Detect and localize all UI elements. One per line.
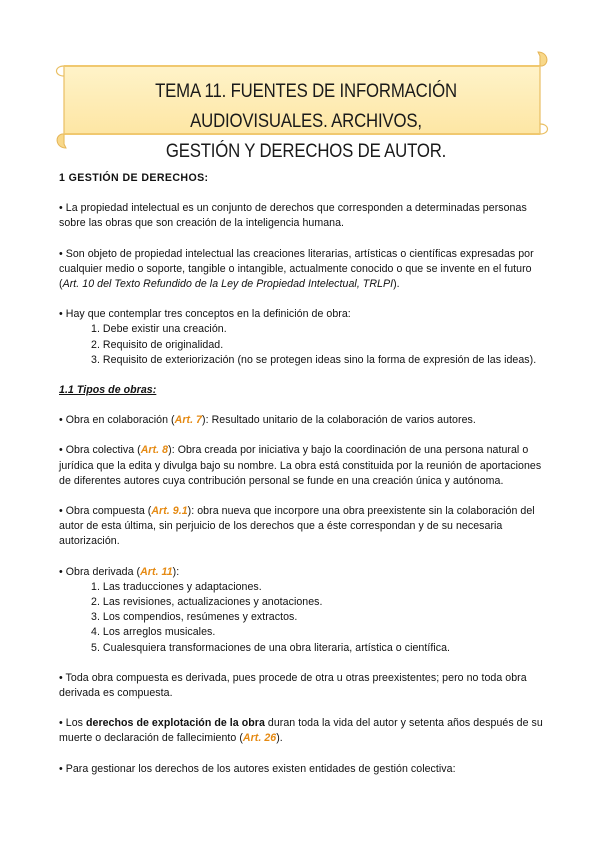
list-item: 2. Las revisiones, actualizaciones y anotaciones. [91,596,323,609]
law-reference: Art. 10 del Texto Refundido de la Ley de Propiedad Intelectual, TRLPI [62,278,394,291]
article-reference: Art. 11 [140,565,173,578]
list-item: 1. Las traducciones y adaptaciones. [91,580,262,593]
paragraph-propiedad-intelectual: • La propiedad intelectual es un conjunto de derechos que corresponden a determinadas personas sobre las obras que son creación de la inteligencia humana. [59,202,527,230]
paragraph-conceptos: • Hay que contemplar tres conceptos en la definición de obra: [59,308,351,321]
title-line-1: TEMA 11. FUENTES DE INFORMACIÓN AUDIOVISUALES. ARCHIVOS, [155,80,457,132]
paragraph-obra-colectiva: • Obra colectiva (Art. 8): Obra creada por iniciativa y bajo la coordinación de una persona natural o jurídica que la edita y divulga bajo su nombre. La obra está constituida por la reunión de aportaciones de diferentes autores cuya contribución personal se funde en una creación única y autónoma. [59,444,542,487]
list-item: 2. Requisito de originalidad. [91,338,224,351]
paragraph-compuesta-derivada-note: • Toda obra compuesta es derivada, pues procede de otra u otras preexistentes; pero no toda obra derivada es compuesta. [59,671,527,700]
subsection-heading-tipos-obras: 1.1 Tipos de obras: [59,384,157,397]
page-title [103,76,509,166]
list-item: 5. Cualesquiera transformaciones de una obra literaria, artística o científica. [91,641,451,654]
title-line-2: GESTIÓN Y DERECHOS DE AUTOR. [165,140,447,162]
paragraph-derechos-explotacion: • Los derechos de explotación de la obra duran toda la vida del autor y setenta años después de su muerte o declaración de fallecimiento (Art. 26). [59,717,543,745]
list-item: 1. Debe existir una creación. [91,323,227,336]
article-reference: Art. 7 [174,414,203,427]
article-reference: Art. 26 [242,732,277,745]
paragraph-obra-colaboracion: • Obra en colaboración (Art. 7): Resultado unitario de la colaboración de varios autores. [59,414,476,427]
bold-term: derechos de explotación de la obra [85,717,265,730]
list-item: 3. Los compendios, resúmenes y extractos. [91,611,298,624]
section-heading-gestion: 1 GESTIÓN DE DERECHOS: [59,172,209,184]
derivada-list [59,580,549,656]
concepts-list [59,322,549,368]
paragraph-entidades-gestion: • Para gestionar los derechos de los autores existen entidades de gestión colectiva: [59,762,456,775]
article-reference: Art. 9.1 [151,505,188,518]
paragraph-objeto-propiedad: • Son objeto de propiedad intelectual las creaciones literarias, artísticas o científicas expresadas por cualquier medio o soporte, tangible o intangible, actualmente conocido o que se invente en el futuro (Art. 10 del Texto Refundido de la Ley de Propiedad Intelectual, TRLPI). [59,247,534,291]
paragraph-obra-derivada: • Obra derivada (Art. 11): [59,565,180,578]
document-body [59,171,549,777]
list-item: 3. Requisito de exteriorización (no se protegen ideas sino la forma de expresión de las ideas). [91,353,537,366]
article-reference: Art. 8 [140,444,169,457]
paragraph-obra-compuesta: • Obra compuesta (Art. 9.1): obra nueva que incorpore una obra preexistente sin la colaboración del autor de esta última, sin perjuicio de los derechos que a éste correspondan y de su necesaria autorización. [59,505,535,548]
list-item: 4. Los arreglos musicales. [91,626,216,639]
